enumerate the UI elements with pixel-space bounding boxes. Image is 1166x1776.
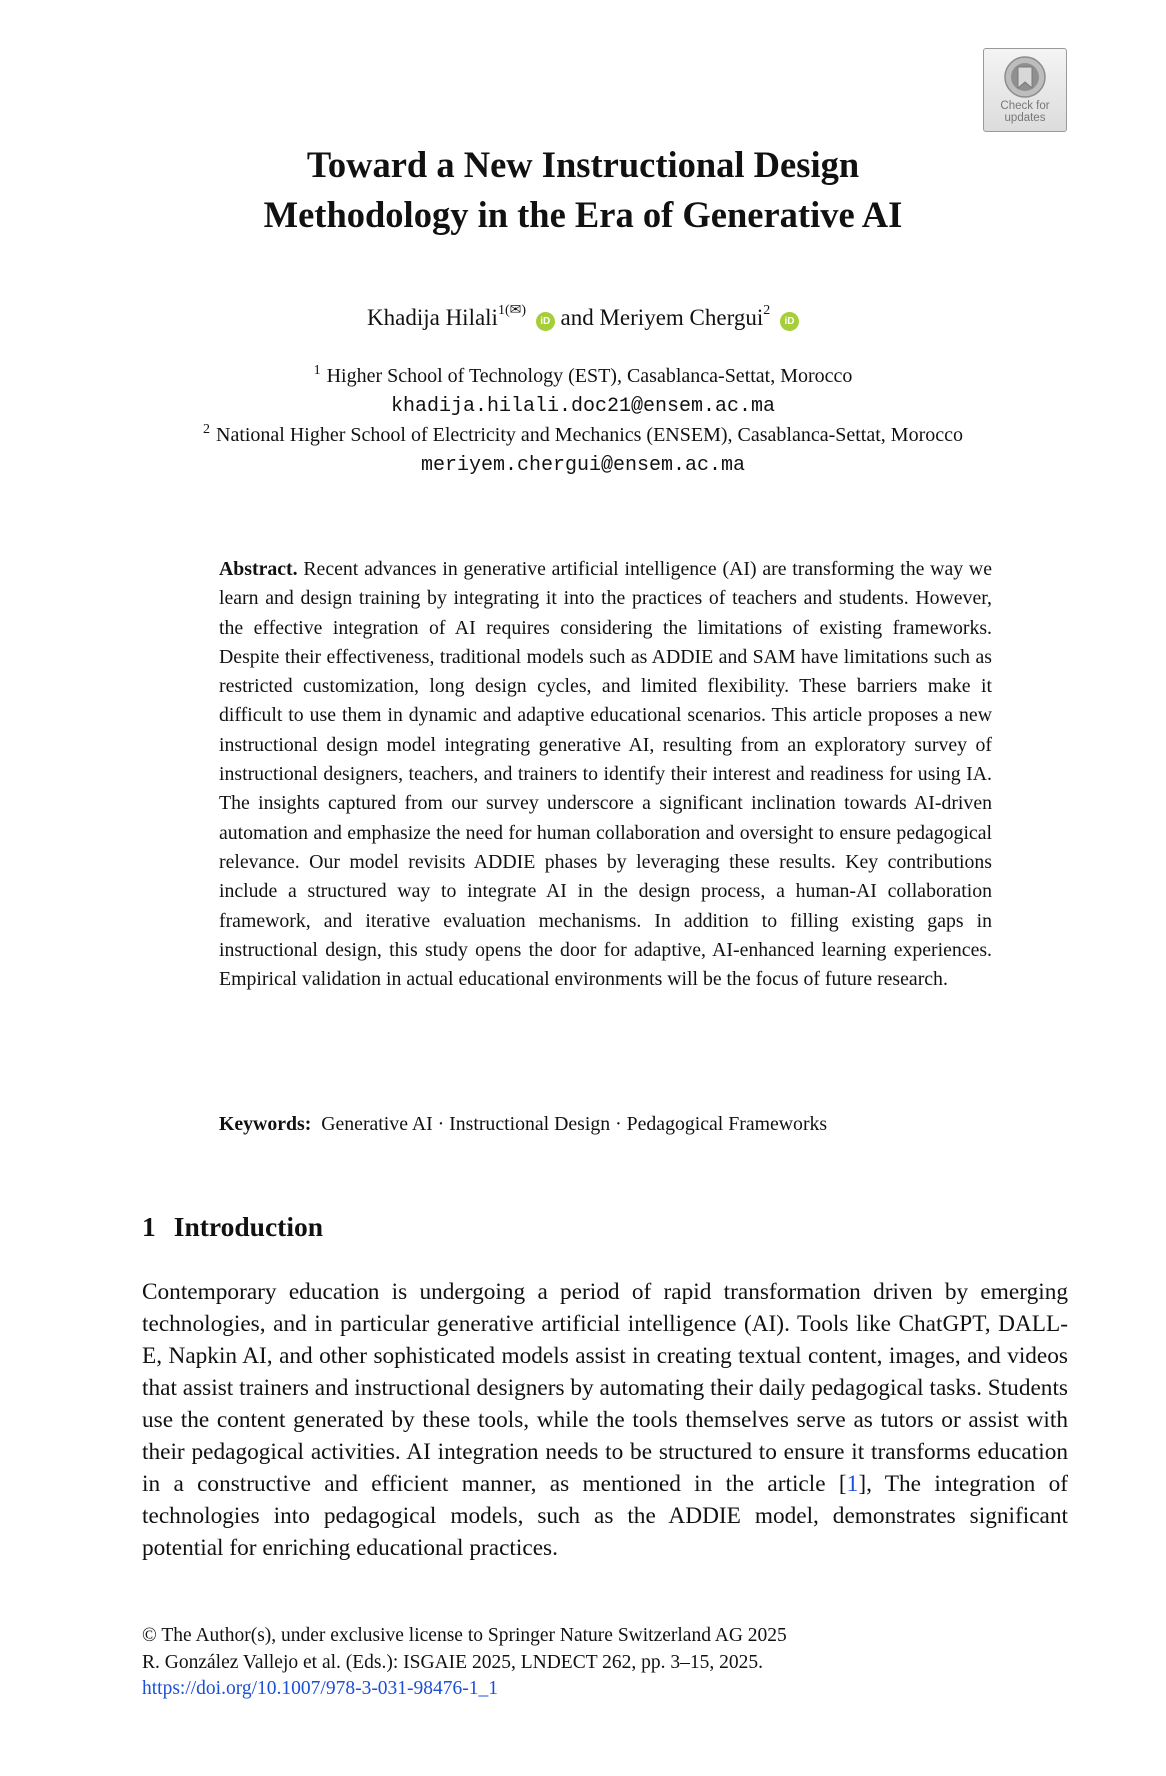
section-number: 1	[142, 1211, 156, 1242]
keywords	[219, 1110, 992, 1139]
affiliation-name: Higher School of Technology (EST), Casablanca-Settat, Morocco	[326, 365, 853, 387]
intro-text-part-2: ], The integration of technologies into pedagogical models, such as the ADDIE model, demonstrates significant potential for enriching educational practices.	[142, 1471, 1068, 1561]
author-2-affil-mark: 2	[763, 303, 771, 319]
orcid-icon[interactable]: iD	[536, 312, 555, 331]
author-conjunction: and	[560, 305, 594, 330]
keywords-label: Keywords:	[219, 1113, 312, 1135]
affiliations	[0, 362, 1166, 480]
doi-link[interactable]: https://doi.org/10.1007/978-3-031-98476-1_1	[142, 1678, 499, 1699]
orcid-icon[interactable]: iD	[780, 312, 799, 331]
footer	[142, 1623, 1068, 1703]
affiliation-1	[0, 362, 1166, 392]
check-for-updates-text	[984, 100, 1066, 124]
introduction-paragraph	[142, 1276, 1068, 1564]
bookmark-icon	[1003, 55, 1047, 99]
author-1-affil-mark: 1(✉)	[497, 303, 527, 319]
intro-text-part-1: Contemporary education is undergoing a period of rapid transformation driven by emerging technologies, and in particular generative artificial intelligence (AI). Tools like ChatGPT, DALL-E, Napkin AI, and other sophisticated models assist in creating textual content, images, and videos that assist trainers and instructional designers by automating their daily pedagogical tasks. Students use the content generated by these tools, while the tools themselves serve as tutors or assist with their pedagogical activities. AI integration needs to be structured to ensure it transforms education in a constructive and efficient manner, as mentioned in the article [	[142, 1279, 1068, 1497]
abstract	[219, 555, 992, 994]
title-line-1: Toward a New Instructional Design	[306, 144, 860, 185]
affiliation-number: 1	[313, 363, 321, 379]
copyright-line: © The Author(s), under exclusive license to Springer Nature Switzerland AG 2025	[142, 1625, 787, 1646]
author-2-name: Meriyem Chergui	[599, 305, 764, 330]
affiliation-1-email[interactable]: khadija.hilali.doc21@ensem.ac.ma	[390, 394, 776, 418]
citation-link[interactable]: 1	[846, 1471, 859, 1497]
paper-title	[0, 140, 1166, 240]
section-heading-introduction	[142, 1209, 323, 1245]
affiliation-number: 2	[203, 422, 210, 438]
title-line-2: Methodology in the Era of Generative AI	[263, 194, 903, 235]
keywords-text: Generative AI · Instructional Design · Pedagogical Frameworks	[321, 1113, 828, 1135]
check-for-updates-badge[interactable]	[983, 48, 1067, 132]
affiliation-name: National Higher School of Electricity and Mechanics (ENSEM), Casablanca-Settat, Morocco	[216, 424, 963, 446]
author-list	[0, 303, 1166, 333]
section-title: Introduction	[173, 1211, 323, 1242]
affiliation-2	[0, 421, 1166, 451]
citation-line: R. González Vallejo et al. (Eds.): ISGAIE 2025, LNDECT 262, pp. 3–15, 2025.	[142, 1651, 764, 1673]
abstract-label: Abstract.	[219, 558, 298, 580]
badge-line1: Check for	[1000, 100, 1050, 112]
author-1-name: Khadija Hilali	[367, 305, 498, 330]
badge-line2: updates	[1004, 112, 1046, 124]
affiliation-2-email[interactable]: meriyem.chergui@ensem.ac.ma	[420, 453, 746, 477]
abstract-text: Recent advances in generative artificial intelligence (AI) are transforming the way we learn and design training by integrating it into the practices of teachers and students. However, the effective integration of AI requires considering the limitations of existing frameworks. Despite their effectiveness, traditional models such as ADDIE and SAM have limitations such as restricted customization, long design cycles, and limited flexibility. These barriers make it difficult to use them in dynamic and adaptive educational scenarios. This article proposes a new instructional design model integrating generative AI, resulting from an exploratory survey of instructional designers, teachers, and trainers to identify their interest and readiness for using IA. The insights captured from our survey underscore a significant inclination towards AI-driven automation and emphasize the need for human collaboration and oversight to ensure pedagogical relevance. Our model revisits ADDIE phases by leveraging these results. Key contributions include a structured way to integrate AI in the design process, a human-AI collaboration framework, and iterative evaluation mechanisms. In addition to filling existing gaps in instructional design, this study opens the door for adaptive, AI-enhanced learning experiences. Empirical validation in actual educational environments will be the focus of future research.	[219, 558, 992, 991]
